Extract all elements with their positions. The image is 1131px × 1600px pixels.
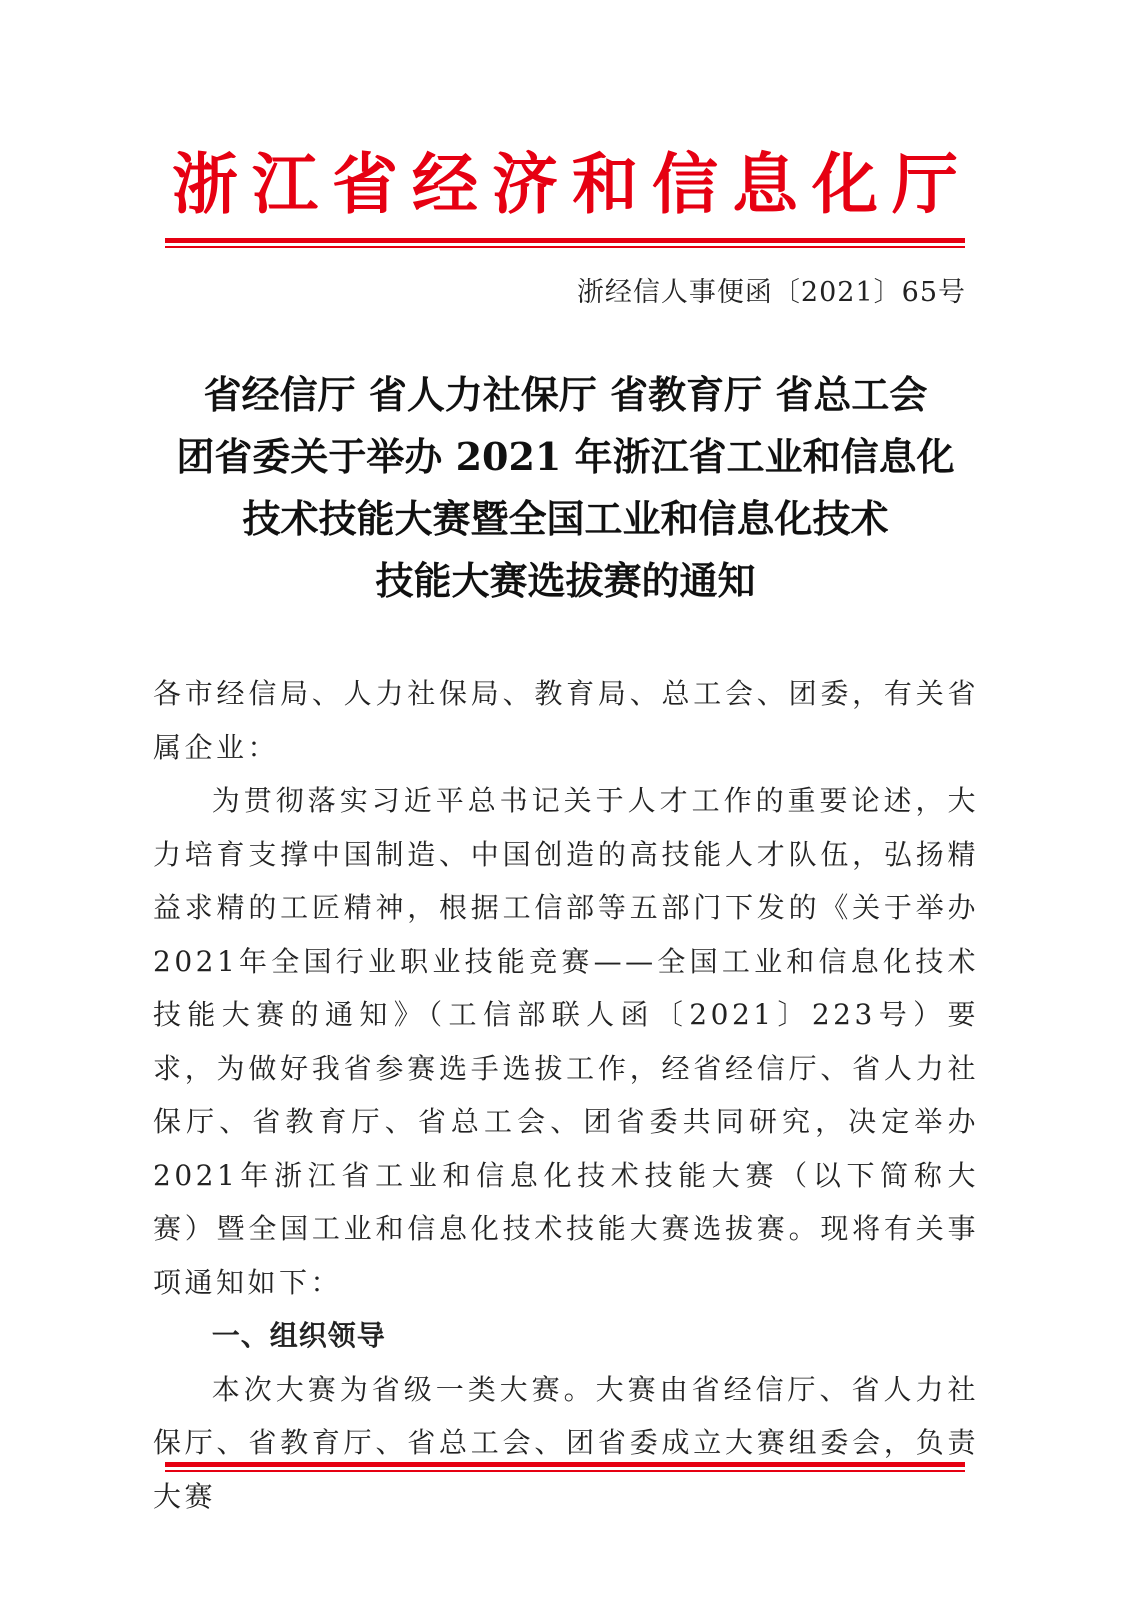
section-heading: 一、组织领导	[211, 1319, 386, 1352]
addressee: 各市经信局、人力社保局、教育局、总工会、团委，有关省属企业：	[153, 677, 979, 764]
divider-thick-line	[165, 238, 965, 243]
masthead-title	[165, 140, 965, 230]
document-body	[153, 667, 979, 1523]
document-title	[140, 364, 991, 612]
masthead-char: 化	[812, 146, 878, 223]
masthead-char: 江	[252, 146, 318, 223]
section-paragraph: 本次大赛为省级一类大赛。大赛由省经信厅、省人力社保厅、省教育厅、省总工会、团省委成立大赛组委会，负责大赛	[153, 1372, 979, 1513]
masthead-char: 息	[732, 146, 798, 223]
masthead-char: 厅	[892, 146, 958, 223]
divider-thick-line	[165, 1462, 965, 1467]
footer-divider	[165, 1462, 965, 1472]
title-line: 省经信厅 省人力社保厅 省教育厅 省总工会	[203, 372, 928, 417]
masthead-char: 省	[332, 146, 398, 223]
masthead-divider	[165, 238, 965, 248]
masthead-char: 和	[572, 146, 638, 223]
divider-thin-line	[165, 246, 965, 248]
title-line: 技能大赛选拔赛的通知	[375, 558, 756, 603]
intro-paragraph: 为贯彻落实习近平总书记关于人才工作的重要论述，大力培育支撑中国制造、中国创造的高技能人才队伍，弘扬精益求精的工匠精神，根据工信部等五部门下发的《关于举办2021年全国行业职业技能竞赛——全国工业和信息化技术技能大赛的通知》（工信部联人函〔2021〕223号）要求，为做好我省参赛选手选拔工作，经省经信厅、省人力社保厅、省教育厅、省总工会、团省委共同研究，决定举办2021年浙江省工业和信息化技术技能大赛（以下简称大赛）暨全国工业和信息化技术技能大赛选拔赛。现将有关事项通知如下：	[153, 784, 979, 1299]
title-line: 技术技能大赛暨全国工业和信息化技术	[242, 496, 889, 541]
document-number: 浙经信人事便函〔2021〕65号	[576, 277, 966, 308]
masthead-char: 经	[412, 146, 478, 223]
masthead-char: 信	[652, 146, 718, 223]
divider-thin-line	[165, 1470, 965, 1472]
masthead-char: 浙	[172, 146, 238, 223]
title-line: 团省委关于举办 2021 年浙江省工业和信息化	[176, 434, 955, 479]
masthead-char: 济	[492, 146, 558, 223]
